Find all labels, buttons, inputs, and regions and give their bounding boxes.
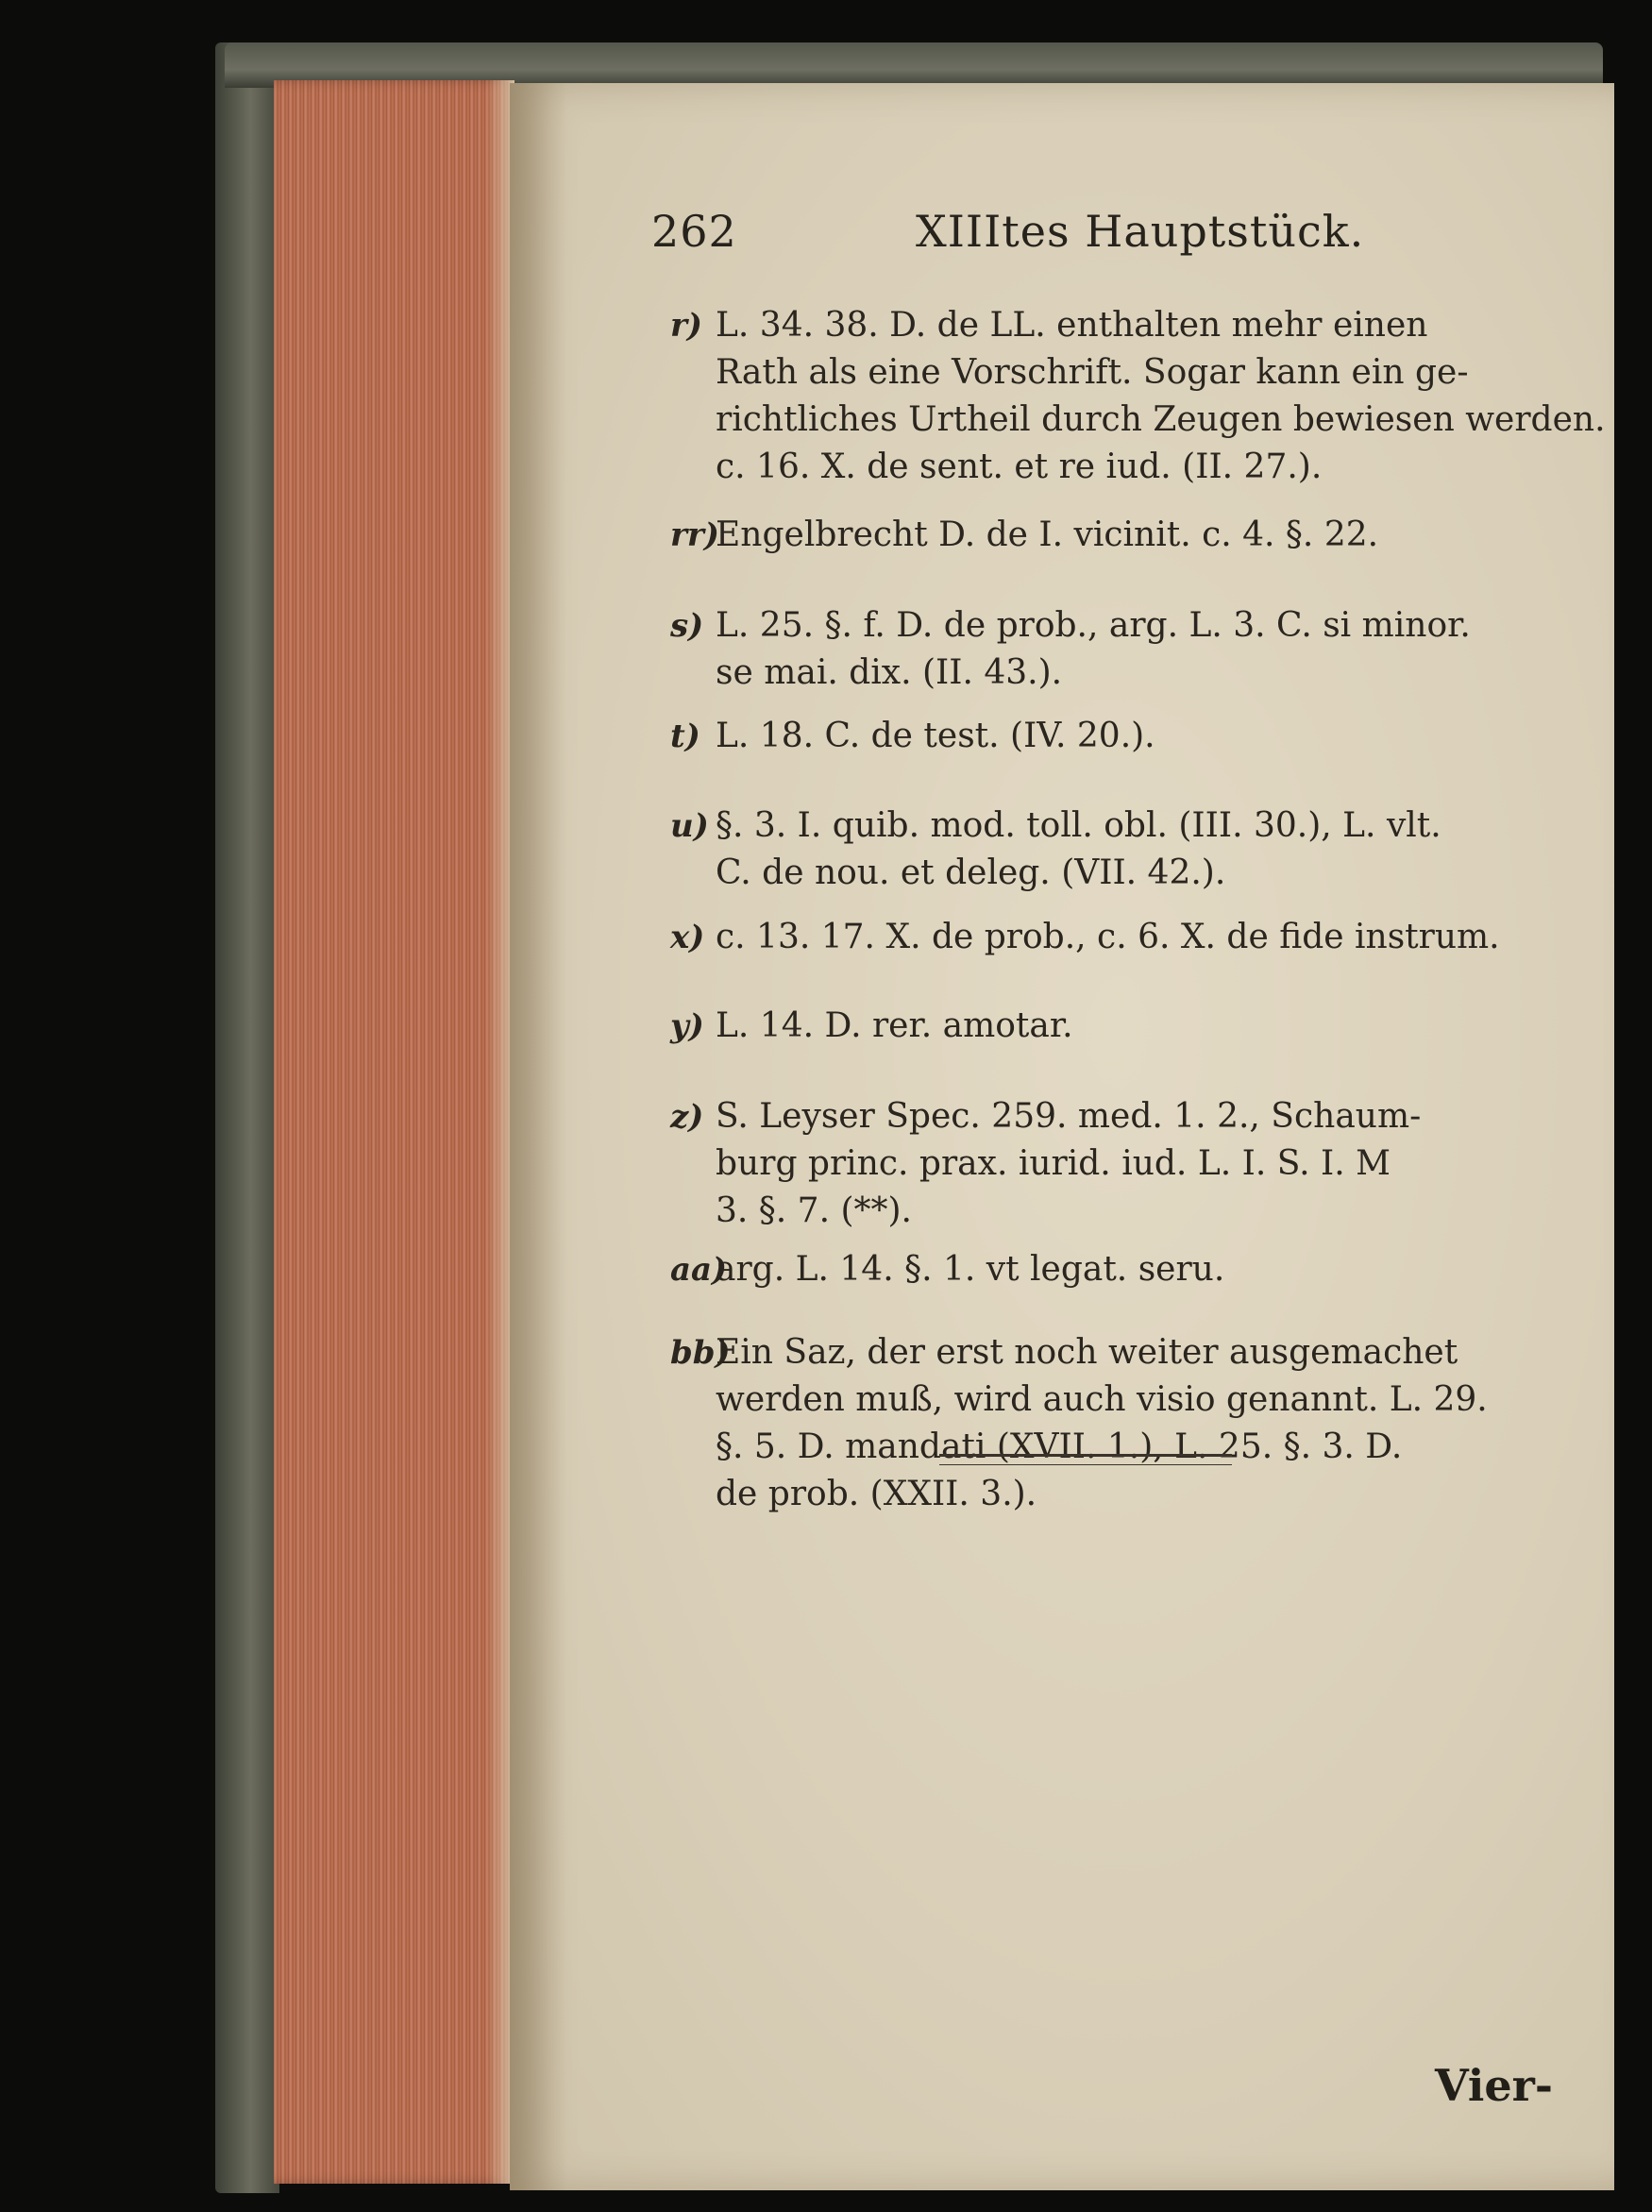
page-header bbox=[651, 198, 1595, 264]
footnote-mark: u) bbox=[670, 807, 709, 845]
footnote-line: richtliches Urtheil durch Zeugen bewiesen werden. bbox=[716, 400, 1606, 439]
footnote-r bbox=[670, 302, 1606, 491]
footnote-line: §. 5. D. mandati (XVII. 1.), L. 25. §. 3. D. bbox=[716, 1427, 1403, 1466]
footnote-line: Rath als eine Vorschrift. Sogar kann ein ge- bbox=[716, 353, 1469, 392]
footnote-mark: y) bbox=[670, 1007, 704, 1045]
page-edges bbox=[274, 80, 514, 2184]
footnote-s bbox=[670, 602, 1546, 697]
footnote-line: L. 25. §. f. D. de prob., arg. L. 3. C. si minor. bbox=[716, 606, 1471, 645]
footnote-line: c. 13. 17. X. de prob., c. 6. X. de fide instrum. bbox=[716, 918, 1500, 956]
footnote-t bbox=[670, 713, 1546, 760]
footnote-mark: t) bbox=[670, 718, 700, 755]
footnote-y bbox=[670, 1003, 1546, 1050]
footnote-line: burg princ. prax. iurid. iud. L. I. S. I. M bbox=[716, 1144, 1391, 1183]
footnote-line: se mai. dix. (II. 43.). bbox=[716, 653, 1063, 692]
footnote-x bbox=[670, 914, 1546, 961]
footnote-mark: bb) bbox=[670, 1334, 731, 1372]
gutter-shadow bbox=[510, 83, 566, 2190]
footnote-line: S. Leyser Spec. 259. med. 1. 2., Schaum- bbox=[716, 1097, 1422, 1136]
footnote-mark: z) bbox=[670, 1098, 704, 1136]
running-head: XIIItes Hauptstück. bbox=[916, 206, 1365, 257]
footnote-line: arg. L. 14. §. 1. vt legat. seru. bbox=[716, 1250, 1225, 1289]
footnote-line: werden muß, wird auch visio genannt. L. 29. bbox=[716, 1380, 1488, 1419]
catchword: Vier- bbox=[1435, 2060, 1553, 2111]
footnote-mark: x) bbox=[670, 919, 705, 956]
footnote-line: §. 3. I. quib. mod. toll. obl. (III. 30.), L. vlt. bbox=[716, 806, 1441, 845]
footnote-bb bbox=[670, 1329, 1546, 1518]
footnote-line: Engelbrecht D. de I. vicinit. c. 4. §. 22. bbox=[716, 515, 1379, 554]
footnote-line: 3. §. 7. (**). bbox=[716, 1191, 913, 1230]
footnote-u bbox=[670, 802, 1546, 897]
footnote-line: de prob. (XXII. 3.). bbox=[716, 1475, 1037, 1513]
section-rule bbox=[939, 1454, 1232, 1465]
footnote-z bbox=[670, 1093, 1546, 1235]
footnote-line: L. 18. C. de test. (IV. 20.). bbox=[716, 717, 1155, 755]
footnote-line: C. de nou. et deleg. (VII. 42.). bbox=[716, 853, 1226, 892]
footnote-line: L. 14. D. rer. amotar. bbox=[716, 1006, 1073, 1045]
footnote-mark: s) bbox=[670, 607, 704, 645]
footnote-mark: r) bbox=[670, 307, 702, 345]
page-number: 262 bbox=[651, 206, 737, 257]
footnote-rr bbox=[670, 512, 1546, 559]
book-cover-spine bbox=[215, 42, 279, 2193]
footnote-aa bbox=[670, 1246, 1546, 1293]
footnote-line: c. 16. X. de sent. et re iud. (II. 27.). bbox=[716, 447, 1323, 486]
footnote-mark: aa) bbox=[670, 1251, 728, 1289]
footnote-line: L. 34. 38. D. de LL. enthalten mehr einen bbox=[716, 306, 1428, 345]
footnote-mark: rr) bbox=[670, 516, 719, 554]
footnote-line: Ein Saz, der erst noch weiter ausgemachet bbox=[716, 1333, 1458, 1372]
